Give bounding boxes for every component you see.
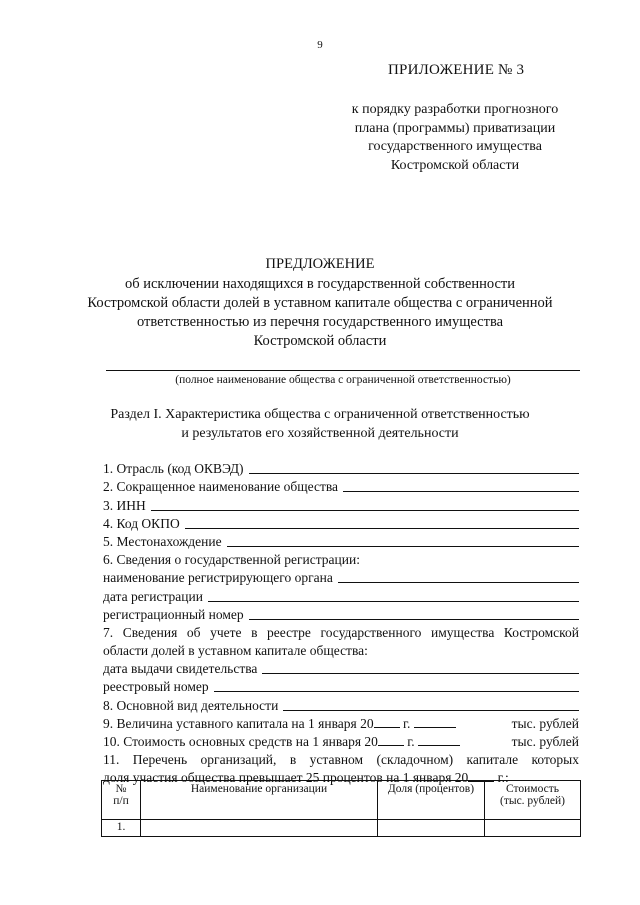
field-label: 7. Сведения об учете в реестре государственного имущества Костромской [103,624,579,640]
header-org-name: Наименование организации [141,781,378,820]
page-number: 9 [317,39,323,51]
fill-line[interactable] [249,473,579,474]
section-line: Раздел I. Характеристика общества с ограниченной ответственностью [110,407,530,422]
year-suffix: г. [407,734,415,749]
unit-label: тыс. рублей [511,715,579,731]
field-label: дата регистрации [103,588,203,604]
field-label: 3. ИНН [103,497,146,513]
field-certificate-date [103,659,579,677]
row-number: 1. [102,820,141,837]
field-label: дата выдачи свидетельства [103,661,258,677]
header-number: № п/п [102,781,141,820]
organizations-table [101,780,581,837]
header-cost: Стоимость (тыс. рублей) [485,781,581,820]
year-blank[interactable] [374,716,400,728]
section-line: и результатов его хозяйственной деятельности [181,426,459,441]
row-share[interactable] [378,820,485,837]
field-fixed-assets [103,732,579,750]
field-label: области долей в уставном капитале общества: [103,643,368,659]
fill-line[interactable] [151,510,579,511]
field-short-name [103,477,579,495]
field-registry-header-cont [103,641,579,659]
field-location [103,532,579,550]
field-registration-header [103,550,579,568]
field-registry-header [103,623,579,641]
field-registry-number [103,677,579,695]
appendix-description [330,101,580,175]
field-okpo [103,514,579,532]
field-label: 1. Отрасль (код ОКВЭД) [103,461,244,477]
field-label: 9. Величина уставного капитала на 1 января 20 [103,715,374,731]
fill-line[interactable] [283,710,579,711]
appendix-line: к порядку разработки прогнозного [351,102,559,117]
fill-line[interactable] [338,582,579,583]
unit-label: тыс. рублей [511,734,579,749]
fill-line[interactable] [185,528,579,529]
field-okved [103,459,579,477]
field-registration-authority [103,568,579,586]
fill-line[interactable] [214,691,579,692]
title-heading: ПРЕДЛОЖЕНИЕ [265,256,375,272]
field-label: 11. Перечень организаций, в уставном (складочном) капитале которых [103,752,579,768]
fill-line[interactable] [227,546,579,547]
fill-line[interactable] [249,619,579,620]
field-label: наименование регистрирующего органа [103,570,333,586]
section-heading [80,405,560,443]
field-main-activity [103,695,579,713]
table-header-row [102,781,581,820]
appendix-line: Костромской области [390,157,520,173]
amount-blank[interactable] [418,734,460,746]
row-cost[interactable] [485,820,581,837]
field-label: 10. Стоимость основных средств на 1 января 20 [103,734,378,749]
field-label: регистрационный номер [103,606,244,622]
field-registration-number [103,605,579,623]
fill-line[interactable] [208,601,579,602]
table-row [102,820,581,837]
title-line: ответственностью из перечня государственного имущества [136,314,504,330]
title-line: Костромской области [253,333,387,349]
field-label: 6. Сведения о государственной регистрации: [103,552,360,568]
form-fields [103,459,579,786]
field-label: 8. Основной вид деятельности [103,697,279,713]
header-share: Доля (процентов) [378,781,485,820]
field-inn [103,495,579,513]
fill-line[interactable] [343,491,579,492]
field-charter-capital [103,714,579,732]
appendix-title: ПРИЛОЖЕНИЕ № 3 [388,62,525,78]
field-registration-date [103,586,579,604]
appendix-line: плана (программы) приватизации [354,120,556,136]
year-blank[interactable] [378,734,404,746]
org-name-caption: (полное наименование общества с ограниченной ответственностью) [175,374,511,386]
title-line: Костромской области долей в уставном капитале общества с ограниченной [87,295,553,311]
field-label: реестровый номер [103,679,209,695]
year-suffix: г.: [497,770,509,786]
fill-line[interactable] [262,673,579,674]
row-org-name[interactable] [141,820,378,837]
field-label: 2. Сокращенное наименование общества [103,479,339,495]
title-line: об исключении находящихся в государственной собственности [124,276,516,292]
field-label: 4. Код ОКПО [103,515,180,531]
org-name-line [106,370,580,371]
amount-blank[interactable] [414,716,456,728]
year-suffix: г. [402,715,411,731]
field-organizations-header [103,750,579,768]
field-label: доля участия общества превышает 25 процентов на 1 января 20 [103,770,469,786]
document-title [70,255,570,351]
field-label: 5. Местонахождение [103,533,222,549]
appendix-line: государственного имущества [368,139,542,154]
